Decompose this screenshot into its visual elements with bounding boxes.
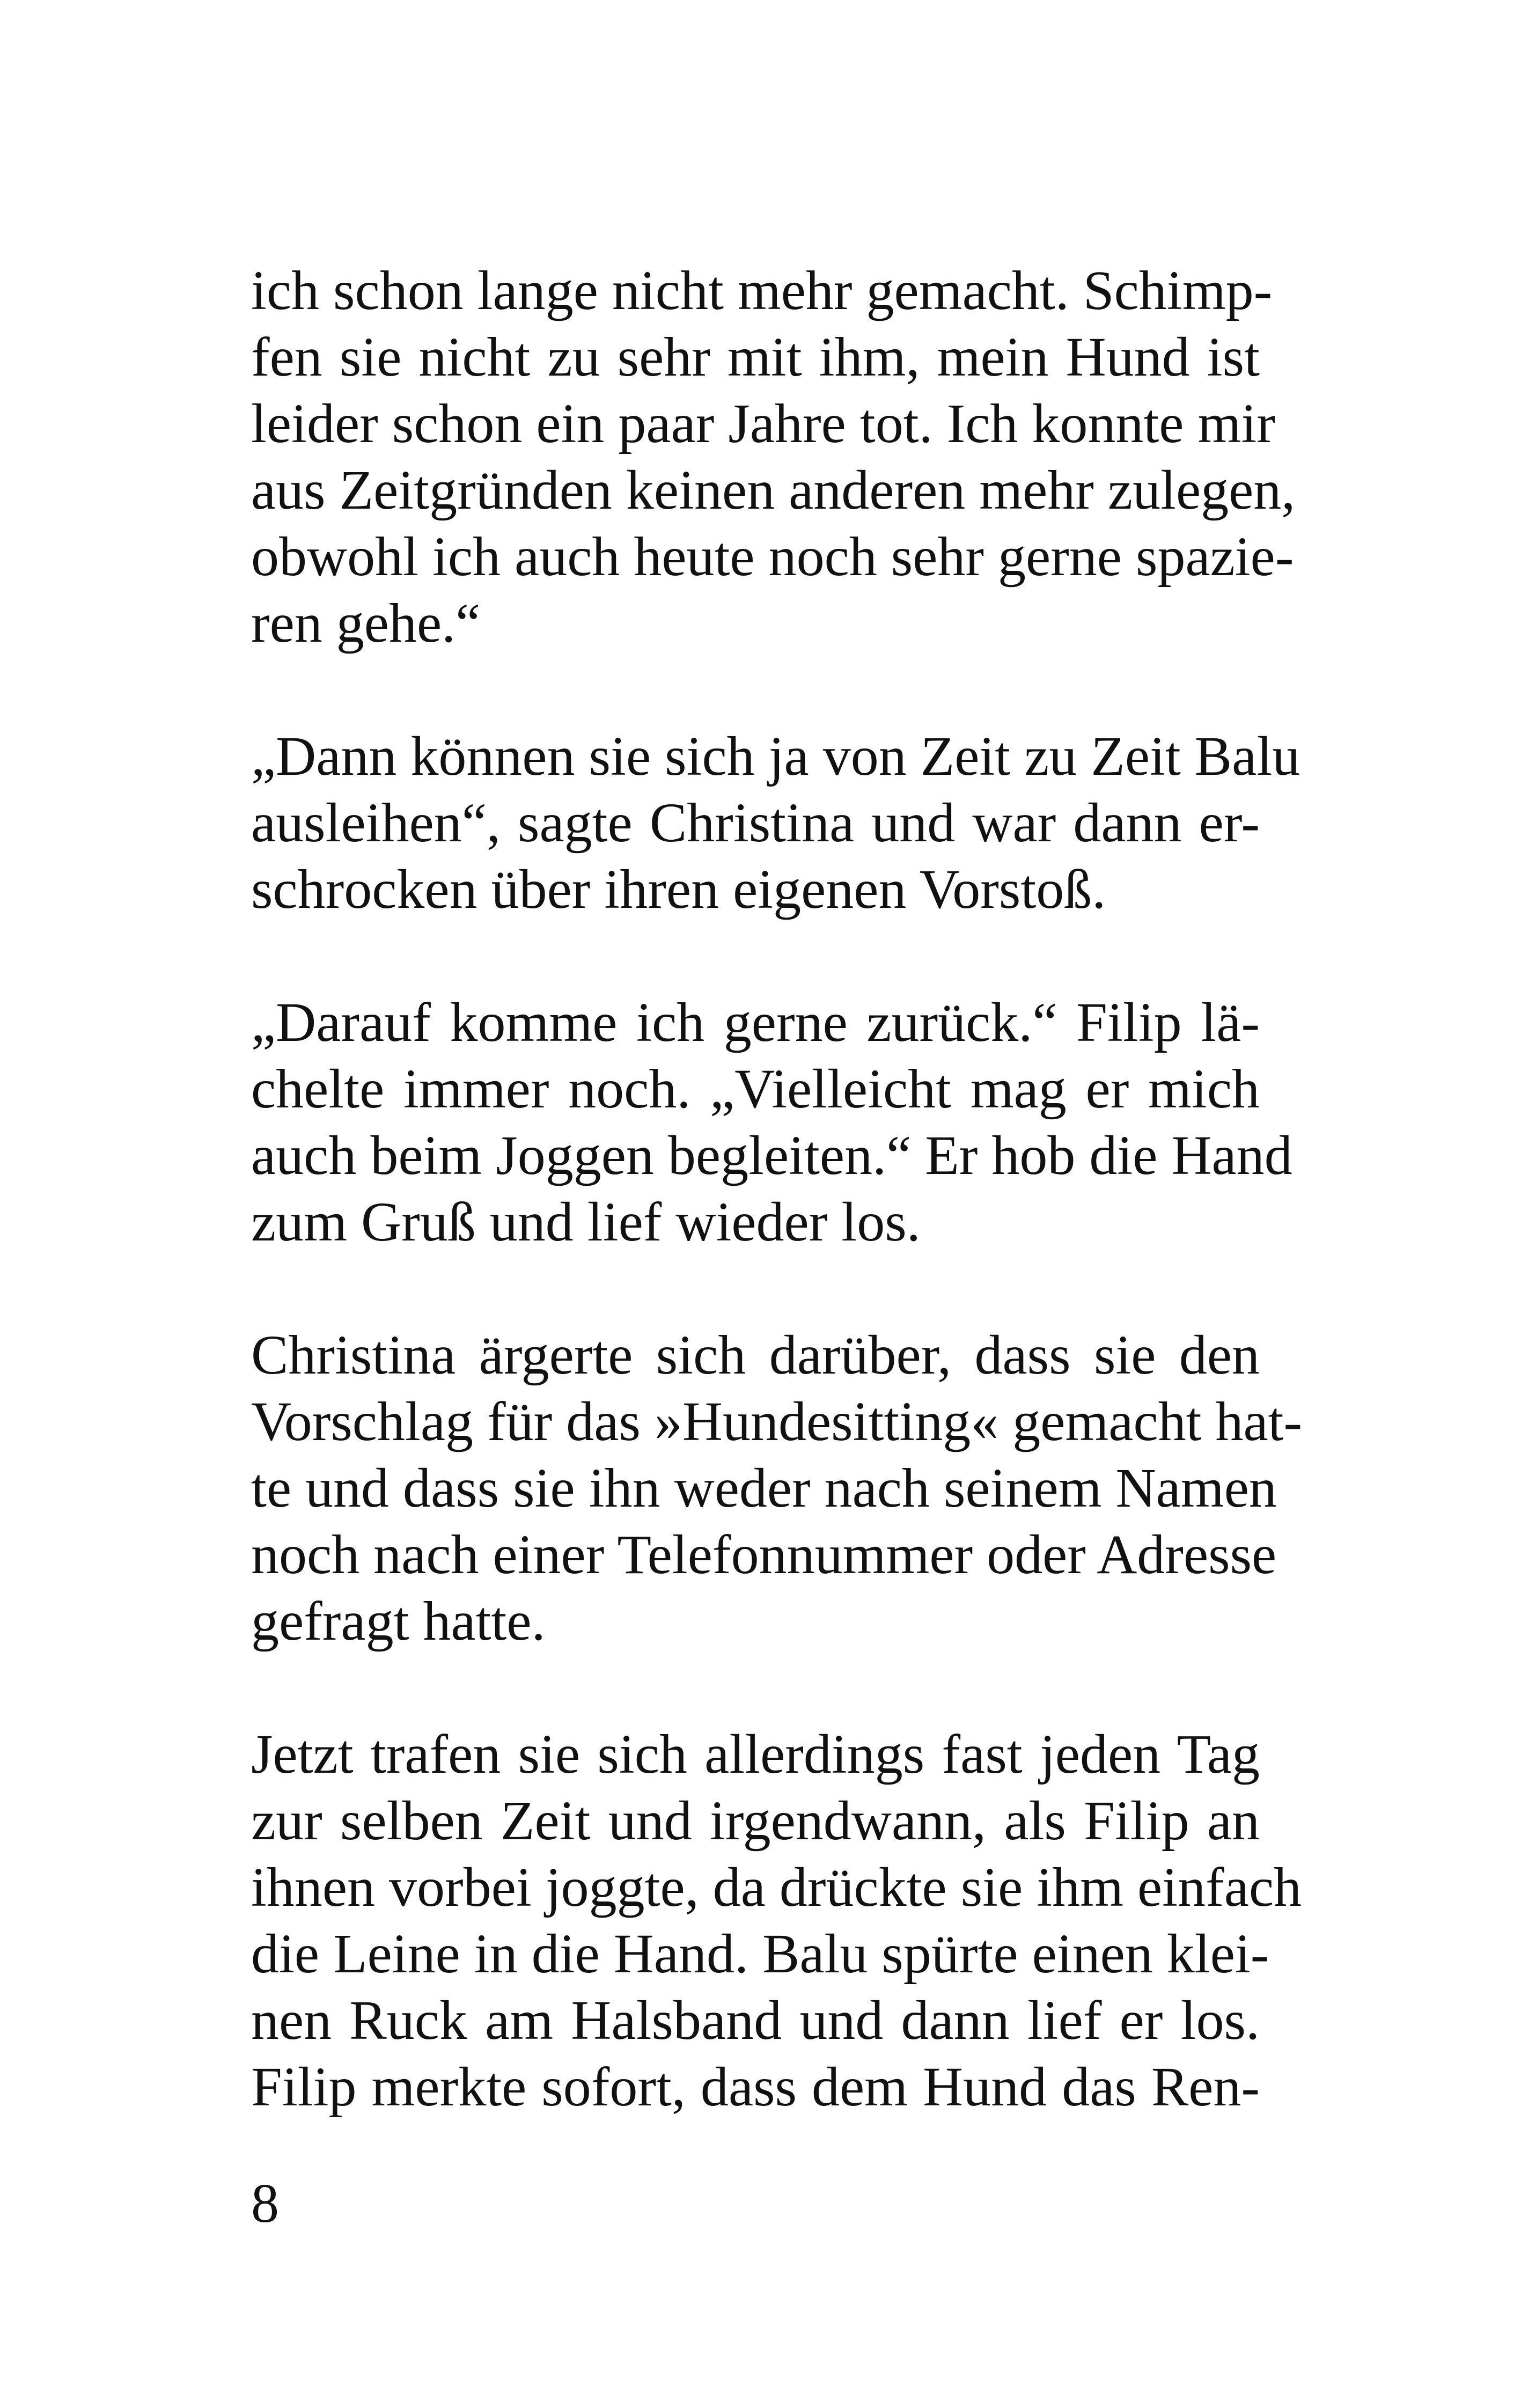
text-line: noch nach einer Telefonnummer oder Adresse — [251, 1524, 1277, 1585]
text-line: chelte immer noch. „Vielleicht mag er mich — [251, 1058, 1260, 1120]
paragraph — [251, 258, 1296, 657]
page-number: 8 — [251, 2172, 279, 2234]
paragraph — [251, 723, 1300, 923]
text-line: ich schon lange nicht mehr gemacht. Schimp- — [251, 260, 1273, 321]
paragraph — [251, 1721, 1302, 2120]
text-line: Vorschlag für das »Hundesitting« gemacht hat- — [251, 1391, 1303, 1452]
text-line: obwohl ich auch heute noch sehr gerne spazie- — [251, 526, 1294, 588]
text-line: ren gehe.“ — [251, 592, 481, 654]
body-text — [251, 258, 1303, 2120]
text-line: aus Zeitgründen keinen anderen mehr zulegen, — [251, 459, 1296, 521]
text-line: fen sie nicht zu sehr mit ihm, mein Hund ist — [251, 326, 1260, 388]
text-line: nen Ruck am Halsband und dann lief er los. — [251, 1989, 1260, 2051]
text-line: „Darauf komme ich gerne zurück.“ Filip lä- — [251, 992, 1260, 1053]
paragraph — [251, 989, 1292, 1256]
text-line: ihnen vorbei joggte, da drückte sie ihm einfach — [251, 1856, 1302, 1918]
text-line: Christina ärgerte sich darüber, dass sie den — [251, 1324, 1260, 1386]
text-line: leider schon ein paar Jahre tot. Ich konnte mir — [251, 393, 1275, 454]
text-line: zum Gruß und lief wieder los. — [251, 1191, 921, 1253]
text-line: te und dass sie ihn weder nach seinem Namen — [251, 1457, 1277, 1519]
text-line: Filip merkte sofort, dass dem Hund das Ren- — [251, 2056, 1260, 2118]
paragraph — [251, 1322, 1303, 1655]
text-line: gefragt hatte. — [251, 1590, 546, 1652]
text-line: die Leine in die Hand. Balu spürte einen klei- — [251, 1923, 1269, 1985]
text-line: Jetzt trafen sie sich allerdings fast jeden Tag — [251, 1723, 1260, 1785]
text-line: zur selben Zeit und irgendwann, als Filip an — [251, 1790, 1260, 1852]
text-line: auch beim Joggen begleiten.“ Er hob die Hand — [251, 1125, 1292, 1186]
text-line: ausleihen“, sagte Christina und war dann er- — [251, 792, 1260, 854]
text-line: schrocken über ihren eigenen Vorstoß. — [251, 858, 1106, 920]
text-line: „Dann können sie sich ja von Zeit zu Zeit Balu — [251, 725, 1300, 787]
